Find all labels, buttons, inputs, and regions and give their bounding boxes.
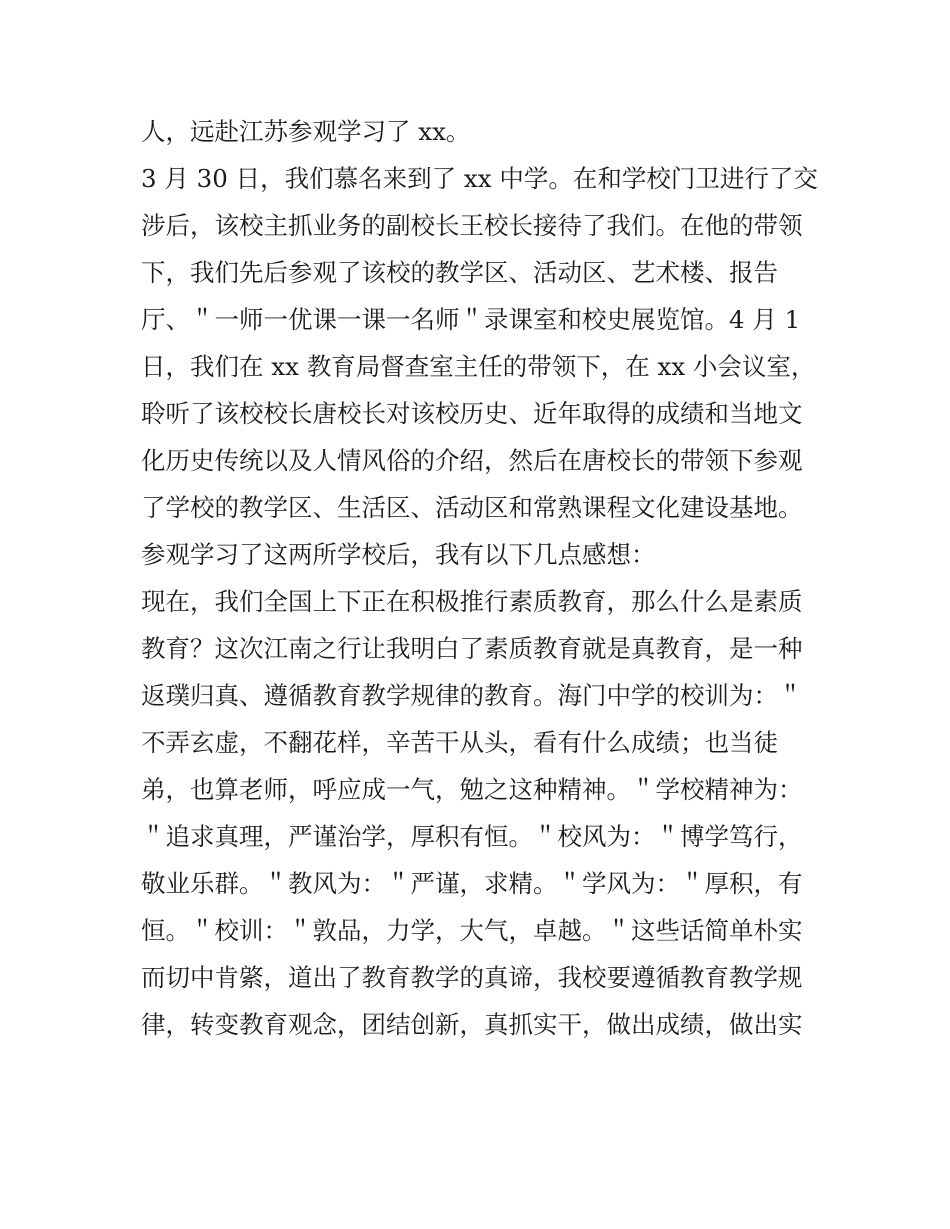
text-line: 不弄玄虚，不翻花样，辛苦干从头，看有什么成绩；也当徒: [141, 728, 778, 757]
text-line: 律，转变教育观念，团结创新，真抓实干，做出成绩，做出实: [141, 1010, 803, 1039]
text-line: 化历史传统以及人情风俗的介绍，然后在唐校长的带领下参观: [141, 446, 803, 475]
text-line: 下，我们先后参观了该校的教学区、活动区、艺术楼、报告: [141, 258, 778, 287]
text-line: 人，远赴江苏参观学习了 xx。: [141, 117, 471, 146]
text-line: 参观学习了这两所学校后，我有以下几点感想：: [141, 540, 656, 569]
text-line: 聆听了该校校长唐校长对该校历史、近年取得的成绩和当地文: [141, 399, 803, 428]
text-line: 而切中肯綮，道出了教育教学的真谛，我校要遵循教育教学规: [141, 963, 803, 992]
text-line: 涉后，该校主抓业务的副校长王校长接待了我们。在他的带领: [141, 211, 803, 240]
text-line: ＂追求真理，严谨治学，厚积有恒。＂校风为：＂博学笃行，: [141, 822, 803, 851]
text-line: 厅、＂一师一优课一课一名师＂录课室和校史展览馆。4 月 1: [141, 305, 801, 334]
text-line: 了学校的教学区、生活区、活动区和常熟课程文化建设基地。: [141, 493, 803, 522]
text-line: 恒。＂校训：＂敦品，力学，大气，卓越。＂这些话简单朴实: [141, 916, 803, 945]
text-line: 教育？这次江南之行让我明白了素质教育就是真教育，是一种: [141, 634, 803, 663]
text-line: 返璞归真、遵循教育教学规律的教育。海门中学的校训为：＂: [141, 681, 803, 710]
text-line: 现在，我们全国上下正在积极推行素质教育，那么什么是素质: [141, 587, 803, 616]
text-line: 敬业乐群。＂教风为：＂严谨，求精。＂学风为：＂厚积，有: [141, 869, 803, 898]
text-line: 日，我们在 xx 教育局督查室主任的带领下，在 xx 小会议室，: [141, 352, 816, 381]
text-line: 3 月 30 日，我们慕名来到了 xx 中学。在和学校门卫进行了交: [141, 164, 818, 193]
body-text: [141, 108, 821, 1048]
text-line: 弟，也算老师，呼应成一气，勉之这种精神。＂学校精神为：: [141, 775, 803, 804]
